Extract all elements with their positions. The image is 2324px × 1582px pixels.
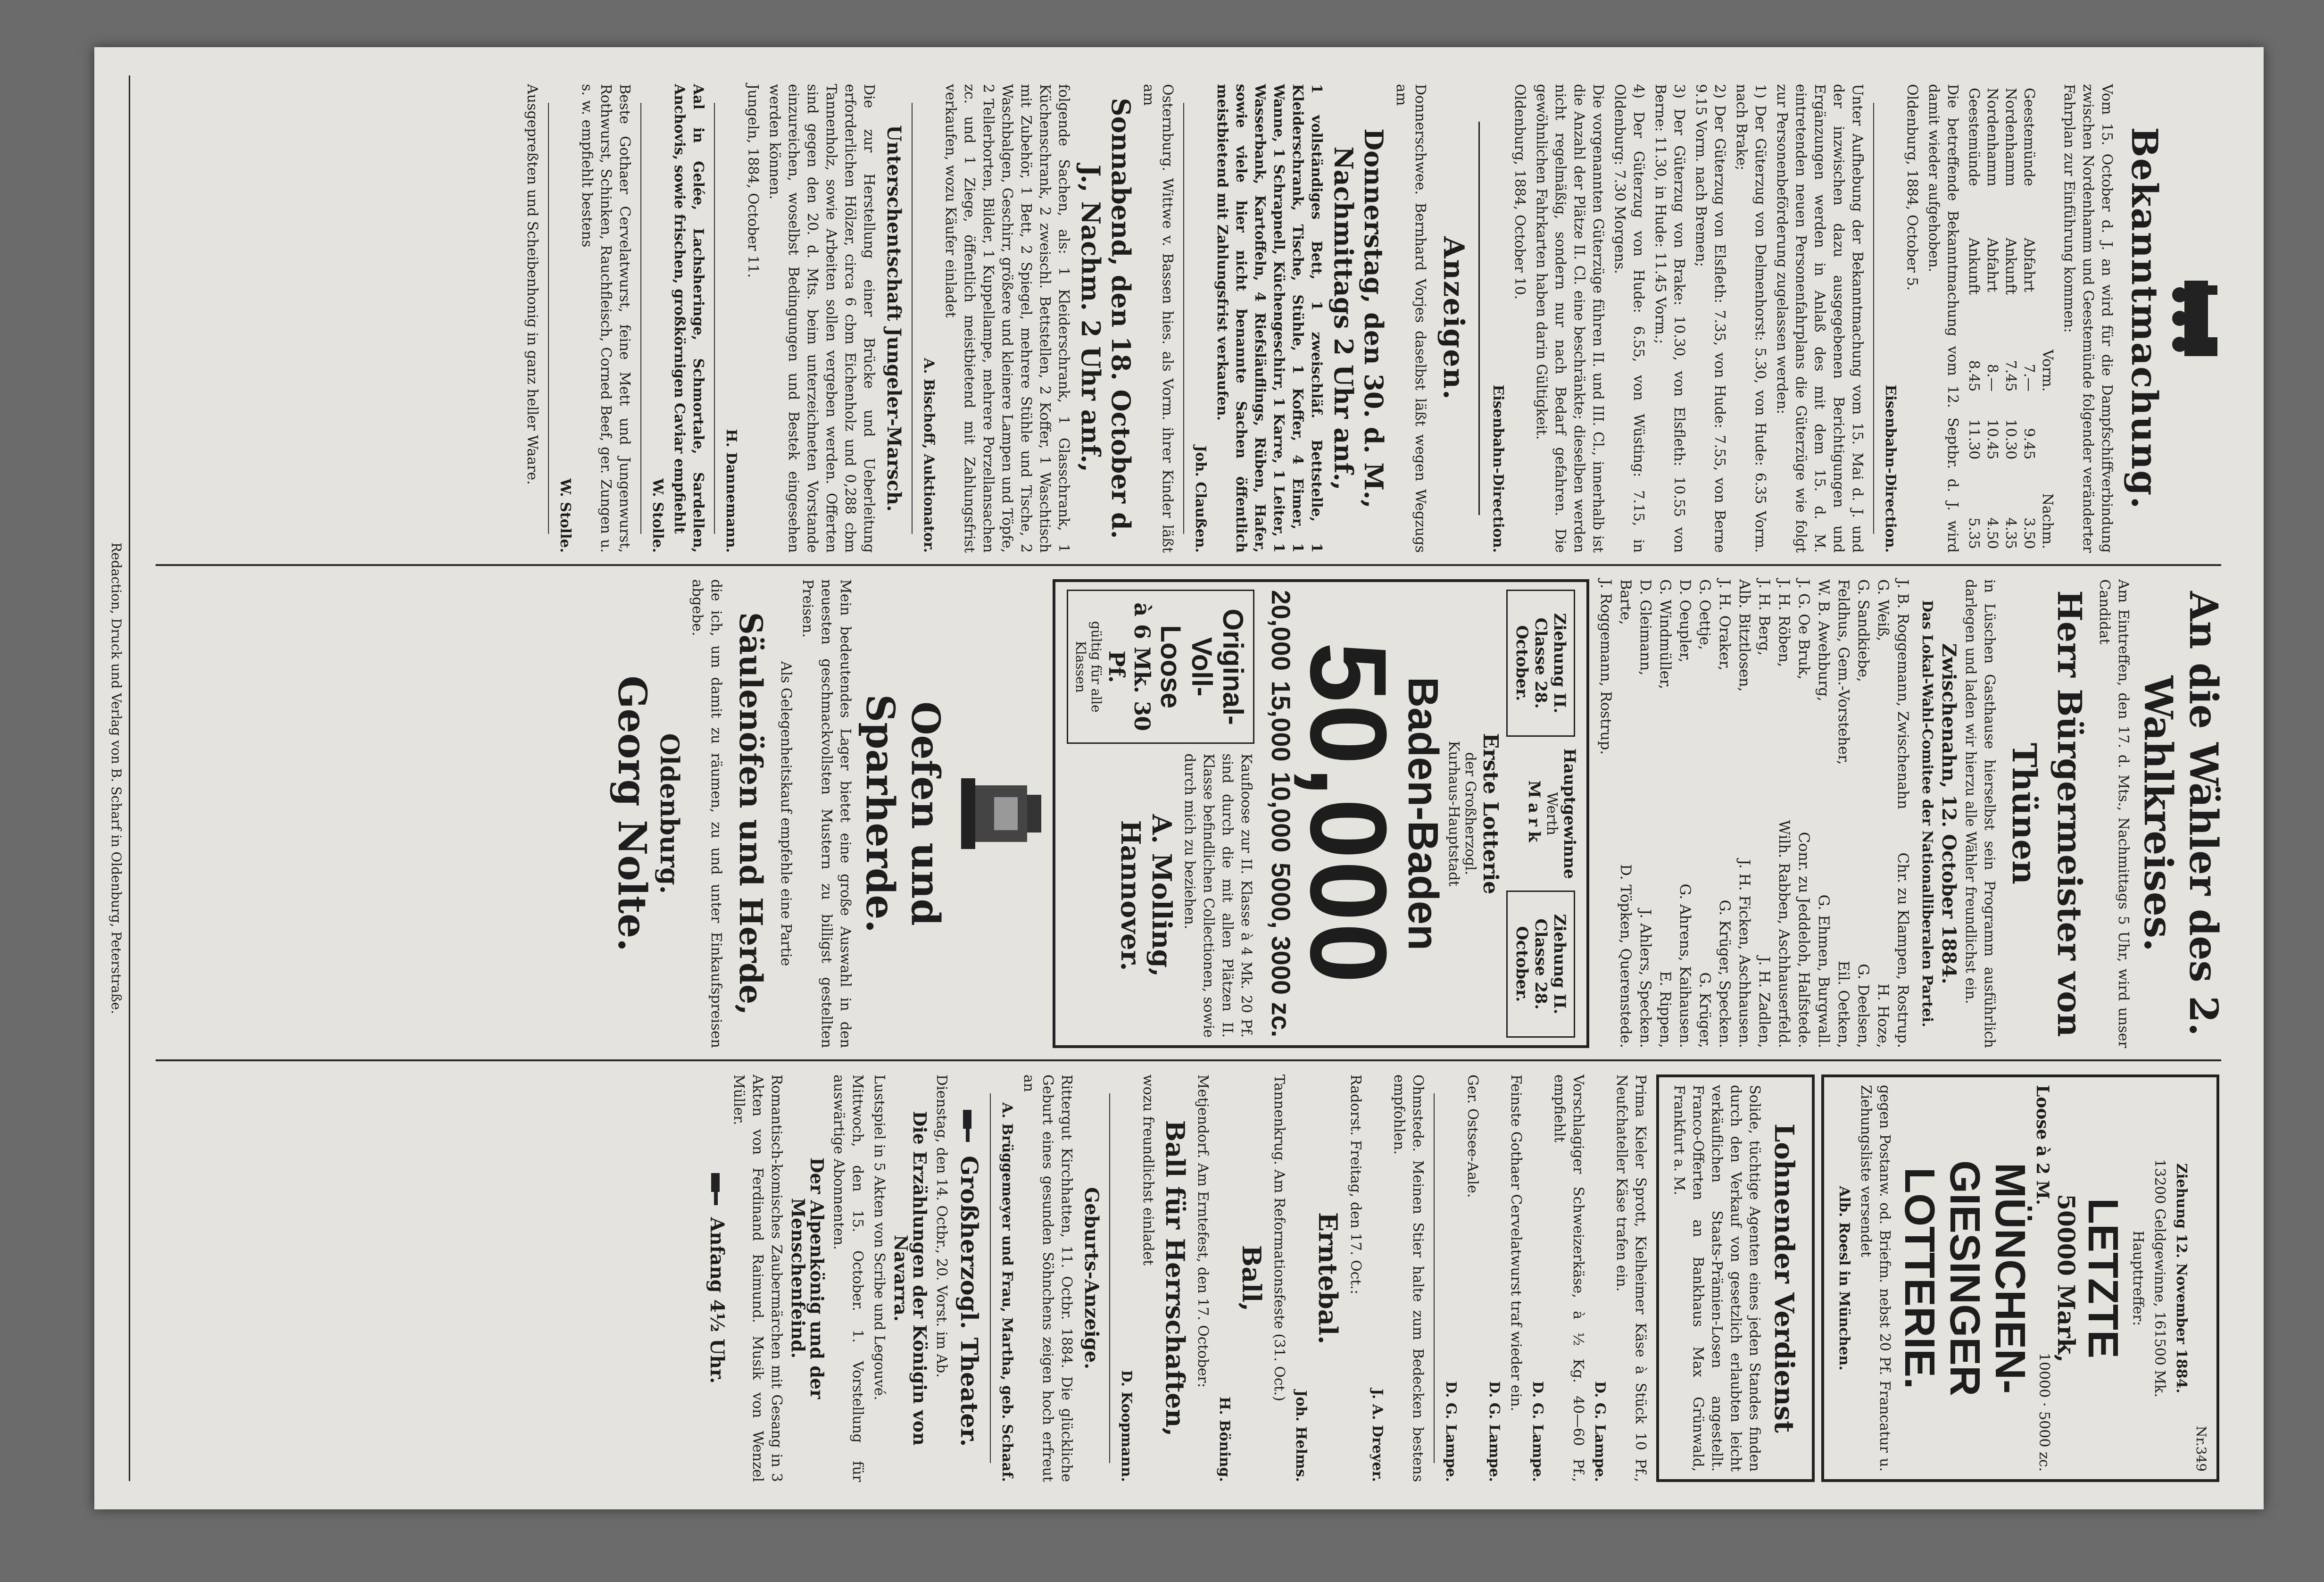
wahl-notice [1596,579,2226,1048]
committee-member: G. Oettje, [1696,579,1713,650]
kaufloose [1063,753,1258,1038]
werth-label: Werth [1544,792,1560,835]
time: 11.30 [1966,419,1982,460]
lampe-ads [1441,1074,1650,1482]
list-item [1715,579,1735,1048]
theater-date2: Mittwoch, den 15. October. 1. Vorstellung für auswärtige Abonnenten. [830,1074,866,1482]
train-icon [2170,266,2222,370]
ohmstede-body: Ohmstede. Meinen Stier halte zum Bedecken bestens empfohlen. [1391,1074,1426,1482]
time: 7.45 [2002,360,2019,392]
list-item [1853,579,1873,1048]
rail-notice-intro: Vom 15. October d. J. an wird für die Dampfschiffverbindung zwischen Nordenhamm und Geestemünde folgender veränderter Fahrplan zur Einführung kommen: [2061,84,2115,553]
rail-notice-title: Bekanntmachung. [2124,127,2166,510]
lottery-other-amounts [1266,590,1296,1038]
time: 4.50 [1984,517,2000,549]
committee-member: Eil. Oetken, [1835,960,1852,1048]
divider [1109,1093,1110,1463]
muenchen-ziehung: Ziehung 12. November 1884. [2173,1163,2190,1393]
original-loose-note: gültig für alle Klassen [1073,621,1104,713]
wahl-dated: Zwischenahn, 12. October 1884. [1938,643,1960,984]
time: 8.45 [1966,360,1982,392]
timetable-head: Vorm. [2039,350,2056,392]
wahl-body: Am Eintreffen, den 17. d. Mts., Nachmittags 5 Uhr, wird unser Candidat [2096,579,2132,1048]
divider [640,103,641,534]
rail-notice2-dated: Oldenburg, 1884, October 10. [1511,84,1528,300]
metjendorf-body: Metjendorf. Am Erntefest, den 17. October: [1195,1074,1211,1388]
geburt-title: Geburts-Anzeige. [1080,1187,1103,1370]
mark-label: Mark [1525,780,1544,847]
rail-notice2-tail: Die vorgenannten Güterzüge führen II. und III. Cl., innerhalb ist die Anzahl der Plätze II. Cl. eine beschränkte; dieselben werden nicht regelmäßig, sondern nur nach Bedarf gefahren. Die gewöhnlichen Fahrkarten haben darin Gültigkeit. [1533,84,1606,553]
theater-title-text: Großherzogl. Theater. [955,1156,983,1447]
osternburg-lead: Osternburg. Wittwe v. Bassen hies. als Vorm. ihrer Kinder läßt am [1140,84,1176,553]
stove-illustration [952,752,1046,875]
list-item [1873,579,1893,1048]
lottery-main-amount: 50,000 [1288,642,1409,985]
list-item [1635,579,1655,1048]
time: 10.30 [2002,419,2019,460]
pointing-hand-icon [959,1110,975,1143]
station: Nordenhamm [2002,88,2019,187]
committee-member: G. Windmüller, [1657,579,1674,690]
auction-date: Donnerstag, den 30. d. M., Nachmittags 2 Uhr anf., [1328,128,1389,508]
pointing-hand-icon [707,1173,723,1206]
column-left [146,75,2226,561]
kaese-sign: D. G. Lampe. [1443,1381,1459,1482]
time: 9.45 [2021,428,2037,460]
kaese-sign: D. G. Lampe. [1486,1381,1502,1482]
rail-notice2-sign: Eisenbahn-Direction. [1490,384,1506,553]
committee-member: Conr. zu Jeddeloh, Halfstede. [1795,832,1812,1048]
muenchen-name1: MÜNCHEN- [1986,1163,2034,1394]
theater-play: Die Erzählungen der Königin von Navarra. [890,1111,930,1446]
muenchen-agent: Alb. Roesl in München. [1836,1186,1852,1371]
ziehung-label: Ziehung II. Classe 28. October. [1512,613,1569,714]
committee-member: J. H. Röben, [1776,579,1793,667]
station: Geestemünde [1966,88,1982,186]
ferry-timetable [1965,84,2057,553]
list-item [1794,579,1814,1048]
kaese-body4: Ger. Ostsee-Aale. [1464,1074,1481,1198]
divider [1434,1093,1435,1463]
ofen-title: Oefen und Sparherde. [857,694,948,933]
kaese-body: Prima Kieler Sprott, Kielheimer Käse à Stück 10 Pf., Neufchateller Käse trafen ein. [1613,1074,1649,1482]
radorst-sign: Joh. Helms. [1293,1390,1309,1482]
committee-member: Chr. zu Klampen, Rostrup. [1894,852,1911,1048]
kaese-sign: D. G. Lampe. [1529,1381,1546,1482]
geburt-sign: A. Brüggemeyer und Frau, Martha, geb. Schaaf. [999,1102,1015,1482]
amount: 20,000 [1266,590,1296,671]
imprint: Redaction, Druck und Verlag von B. Scharf in Oldenburg, Peterstraße. [108,75,130,1481]
divider [912,103,913,534]
divider [714,103,715,534]
theater-play2: Der Alpenkönig und der Menschenfeind. [788,1157,828,1399]
committee-member: G. Ehmen, Burgwall. [1815,894,1832,1048]
anzeigen-title: Anzeigen. [1437,236,1470,400]
divider [990,1093,991,1463]
muenchen-price: Loose à 2 M. [2033,1085,2052,1205]
ofen-ad [609,579,1046,1048]
wahl-body2: in Lüschen Gasthause hierselbst sein Programm ausführlich darlegen und laden wir hierzu alle Wähler freundlichst ein. [1962,579,1998,1048]
committee-member: E. Rippen, [1657,971,1674,1048]
direction: Abfahrt [2021,237,2037,292]
forst-sign: H. Dannemann. [723,429,739,553]
rail-notice2-item: 2) Der Güterzug von Elsfleth: 7.35, von Hude: 7.55, von Berne 9.15 Vorm. nach Bremen; [1693,84,1728,553]
wahl-committee: Das Lokal-Wahl-Comitee der Nationalliberalen Partei. [1919,600,1935,1027]
committee-member: J. H. Zadlen, [1756,956,1773,1048]
rail-notice2-item: 4) Der Güterzug von Hude: 6.55, von Wüsting: 7.15, in Oldenburg: 7.30 Morgens. [1611,84,1647,553]
theater-time [707,1074,726,1482]
molling-firm: A. Molling, Hannover. [1115,814,1177,977]
list-item [1814,579,1834,1048]
rail-notice-2 [1488,84,1867,553]
radorst-body: Radorst. Freitag, den 17. Oct.: [1347,1074,1364,1295]
rail-notice-note: Die betreffende Bekanntmachung vom 12. Septbr. d. J. wird damit wieder aufgehoben. [1926,84,1961,553]
committee-member: D. Gleimann, [1637,579,1654,676]
column-rule [156,1059,2221,1061]
muenchen-amount: 50000 Mark, [2052,1194,2080,1363]
lottery-price-row [1063,590,1258,1038]
ziehung-label: Ziehung II. Classe 28. October. [1512,914,1569,1015]
osternburg-body: folgende Sachen, als: 1 Kleiderschrank, 1 Glasschrank, 1 Küchenschrank, 2 zweischl. Bettstellen, 2 Koffer, 1 Waschtisch mit Zubehör, 1 Bett, 2 Spiegel, mehrere Stühle und Tische, 2 Waschbalgen, Geschirr, größere und kleinere Lampen und Töpfe, 2 Tellerborten, Bilder, 1 Kuppellampe, mehrere Porzellansachen zc. und 1 Ziege, öffentlich meistbietend mit Zahlungsfrist verkaufen, wozu Käufer einladet [942,84,1072,553]
direction: Ankunft [2002,237,2019,295]
table-row [1983,84,2001,553]
muenchen-name2: GIESINGER [1941,1160,1988,1397]
forst-dated: Jungeln, 1884, October 11. [745,84,761,278]
wurst-sign: W. Stolle. [557,478,573,553]
metjendorf-ball: Ball für Herrschaften, [1160,1120,1190,1437]
time: 5.35 [1966,517,1982,549]
committee-member: Wilh. Rabben, Aschhauserfeld. [1776,820,1793,1048]
muenchen-mid [2033,1085,2052,1472]
list-item [1754,579,1774,1048]
committee-member: J. Roggemann, Rostrup. [1597,579,1614,755]
forst-body: Die zur Herstellung einer Brücke und Ueberleitung erforderlichen Hölzer, circa 6 cbm Eichenholz und 0,288 cbm Tannenholz, sowie Arbeiten sollen vergeben werden. Offerten sind gegen den 20. d. Mts. beim unterzeichneten Vorstande einzureichen, woselbst Bedingungen und Bestek eingesehen werden können. [766,84,877,553]
rail-notice2-item: 3) Der Güterzug von Brake: 10.30, von Elsfleth: 10.55 von Berne: 11.30, in Hude: 11.45 Vorm.; [1652,84,1687,553]
kaese-body3: Feinste Gothaer Cervelatwurst traf wieder ein. [1508,1074,1524,1412]
time: 8.— [1984,364,2000,392]
muenchen-name3: LOTTERIE. [1896,1167,1943,1389]
verdienst-ad [1656,1074,1815,1482]
list-item [1616,579,1635,1048]
theater-note: Lustspiel in 5 Akten von Scribe und Legouvé. [871,1074,888,1400]
ofen-city: Oldenburg. [655,733,685,894]
rail-notice [1881,84,2222,553]
newspaper-page [94,47,2264,1509]
committee-member: G. Krüger, [1696,972,1713,1048]
table-row [2001,84,2020,553]
theater-note2: Romantisch-komisches Zaubermärchen mit Gesang in 3 Akten von Ferdinand Raimund. Musik von Wenzel Müller. [730,1074,785,1482]
lottery-name: Erste Lotterie [1478,733,1502,894]
ofen-title2: Säulenöfen und Herde, [732,612,769,1016]
table-row [2020,84,2038,553]
osternburg-sign: A. Bischoff, Auktionator. [921,358,937,553]
amount: 10000 [2036,1352,2052,1398]
committee-member: G. Deelsen, [1855,964,1872,1048]
divider [1478,122,1480,515]
committee-names [1596,579,1913,1048]
divider [1873,103,1874,534]
muenchen-gewinne: 13200 Geldgewinne, 161500 Mk. [2151,1159,2168,1398]
verdienst-body: Solide, tüchtige Agenten eines jeden Standes finden durch den Verkauf von gesetzlich erlaubten leicht verkäuflichen Staats-Prämien-Losen angestellt. Franco-Offerten an Bankhaus Max Grünwald, Frankfurt a. M. [1671,1085,1763,1472]
committee-member: G. Krüger, Specken. [1716,899,1733,1048]
original-loose-box [1067,590,1254,744]
ohmstede-sign: J. A. Dreyer. [1369,1389,1386,1482]
ad-number: Nr.349 [2193,1425,2209,1472]
theater-ad [707,1074,983,1482]
forst-title: Unterschentschaft Jungeler-Marsch. [883,125,905,512]
verdienst-title: Lohnender Verdienst [1768,1124,1800,1433]
ofen-firm: Georg Nolte. [609,675,655,952]
lottery-der: der Großherzogl. [1462,752,1478,875]
committee-member: J. H. Oraker, [1716,579,1733,671]
list-item [1735,579,1754,1048]
committee-member: Barte, [1617,579,1634,625]
ziehung-box [1506,590,1575,737]
event-ads [1117,1074,1427,1482]
rail-notice-dated: Oldenburg, 1884, October 5. [1904,84,1920,291]
muenchen-delivery: gegen Postanw. od. Briefm. nebst 20 Pf. Francatur u. Ziehungsliste versendet [1858,1085,1893,1472]
committee-member: D. Töpken, Querenstede. [1617,864,1634,1048]
original-loose-title: Original-Voll-Loose [1155,608,1249,725]
muenchen-haupt: Haupttreffer: [2130,1230,2146,1326]
timetable-head: Nachm. [2039,493,2056,549]
time: 10.45 [1984,419,2000,460]
hauptgewinne [1502,746,1579,881]
divider [548,103,549,534]
kaese-body2: Vorschlagiger Schweizerkäse, à ½ Kg. 40—60 Pf., empfiehlt [1551,1074,1586,1482]
column-middle [146,571,2226,1057]
muenchen-list: 10000 · 5000 zc. [2036,1352,2052,1472]
list-item [1774,579,1794,1048]
station: Nordenhamm [1984,88,2000,187]
direction: Ankunft [1966,237,1982,295]
table-row [1965,84,1983,553]
lottery-ziehung-row [1502,590,1579,1038]
committee-member: J. Ahlers, Specken. [1637,909,1654,1048]
amount: 15,000 [1266,681,1296,762]
list-item [1596,579,1616,1048]
ziehung-box [1506,891,1575,1038]
tannenkrug-body: Tannenkrug. Am Reformationsfeste (31. Oct.) [1271,1074,1287,1401]
wahl-title: An die Wähler des 2. Wahlkreises. [2135,591,2226,1036]
hauptgewinne-label: Hauptgewinne [1560,748,1579,879]
kaese-sign: D. G. Lampe. [1592,1381,1608,1482]
time: 4.35 [2002,517,2019,549]
muenchen-lottery-ad [1821,1074,2219,1482]
metjendorf-note: wozu freundlichst einladet [1140,1074,1156,1266]
direction: Abfahrt [1984,237,2000,292]
list-item [1893,579,1913,1048]
divider [1183,103,1184,534]
committee-member: J. G. Oe Bruk, [1795,579,1812,680]
amount: zc. [2036,1451,2052,1472]
committee-member: J. B. Roggemann, Zwischenahn [1894,579,1911,809]
geburt-body: Rittergut Kirchhatten, 11. Octbr. 1884. Die glückliche Geburt eines gesunden Söhnchens zeigen hoch erfreut an [1021,1074,1075,1482]
lottery-place: Baden-Baden [1399,676,1446,951]
geburt-ad [997,1074,1103,1482]
ofen-body3: die ich, um damit zu räumen, zu und unter Einkaufspreisen abgebe. [689,579,724,1048]
committee-member: W. B. Awehburg, [1815,579,1832,701]
committee-member: D. Oeupler, [1677,579,1693,663]
fish-ad: Aal in Gelée, Lachsheringe, Schmortale, Sardellen, Anchovis, sowie frischen, großkörnigen Caviar empfiehlt [671,84,706,553]
committee-member: H. Hoze, [1875,983,1892,1048]
rail-notice-sign: Eisenbahn-Direction. [1882,384,1899,553]
muenchen-letzte: LETZTE [2079,1198,2126,1358]
auction-body: 1 vollständiges Bett, 1 zweischläf. Bettstelle, 1 Kleiderschrank, Tische, Stühle, 1 Koffer, 4 Eimer, 1 Wanne, 1 Schrapnell, Küchengeschirr, 1 Karre, 1 Leiter, 1 Wasserbank, Kartoffeln, 4 Riefsläuflings, Rüben, Hafer, sowie viele hier nicht benannte Sachen öffentlich meistbietend mit Zahlungsfrist verkaufen. [1214,84,1325,553]
wurst-ad: Beste Gothaer Cervelatwurst, feine Mett und Jungenwurst, Rothwurst, Schinken, Rauchfleisch, Corned Beef, ger. Zungen u. s. w. empfiehlt bestens [579,84,633,553]
station: Geestemünde [2021,88,2037,186]
column-rule [156,564,2221,566]
tannenkrug-sign: H. Böning. [1216,1396,1233,1482]
molling-lottery-ad [1053,579,1589,1048]
osternburg-date: Sonnabend, den 18. October d. J., Nachm. 2 Uhr anf., [1076,98,1136,539]
theater-title [955,1074,983,1482]
tannenkrug-ball: Ball, [1237,1245,1267,1312]
rail-notice2-item: 1) Der Güterzug von Delmenhorst: 5.30, von Hude: 6.35 Vorm. nach Brake; [1733,84,1768,553]
lottery-kurhaus: Kurhaus-Hauptstadt [1445,741,1462,887]
amount: 10,000 [1266,772,1296,853]
honig-ad: Ausgepreßten und Scheibenhonig in ganz heller Waare. [524,84,540,485]
column-right [146,1066,2226,1490]
metjendorf-sign: D. Koopmann. [1118,1370,1135,1482]
fish-sign: W. Stolle. [649,478,666,553]
committee-member: J. H. Ficken, Aschhausen. [1736,859,1753,1048]
list-item [1675,579,1695,1048]
amount: 5000 [2036,1411,2052,1448]
ofen-body2: Als Gelegenheitskauf empfehle eine Partie [778,661,794,966]
original-loose-price: à 6 Mk. 30 Pf. [1104,602,1155,731]
committee-member: Alb. Bitztlosen, [1736,579,1753,692]
time: 3.50 [2021,517,2037,549]
anzeigen-section [523,84,1470,553]
wahl-candidate: Herr Bürgermeister von Thünen [2005,590,2089,1037]
theater-time-text: Anfang 4½ Uhr. [706,1217,728,1384]
committee-member: G. Weiß, [1875,579,1892,641]
committee-member: Feldhus, Gem.-Vorsteher, [1835,579,1852,765]
auction-lead: Donnerschwee. Bernhard Vorjes daselbst läßt wegen Wegzugs am [1393,84,1428,553]
list-item [1655,579,1675,1048]
auction-sign: Joh. Claußen. [1192,445,1209,553]
committee-member: G. Sandkiebe, [1855,579,1872,682]
amount: 5000, 3000 zc. [1266,862,1296,1038]
list-item [1834,579,1853,1048]
rail-notice2-body: Unter Aufhebung der Bekanntmachung vom 15. Mai d. J. und der inzwischen dazu ausgegebenen Berichtigungen und Ergänzungen werden in Anlaß des mit dem 15. d. M. eintretenden neuen Personenfahrplans die Güterzüge wie folgt zur Personenbeförderung zugelassen werden: [1774,84,1866,553]
time: 7.— [2021,364,2037,392]
theater-date: Dienstag, den 14. Octbr., 20. Vorst. im Ab. [933,1074,950,1378]
kaufloose-text: Kaufloose zur II. Klasse à 4 Mk. 20 Pf. sind durch die mit allen Plätzen II. Klasse befindlichen Collectionen, sowie durch mich zu beziehen. [1181,753,1254,1038]
ofen-body: Mein bedeutendes Lager bietet eine große Auswahl in den neuesten geschmackvollsten Mustern zu billigst gestellten Preisen. [799,579,854,1048]
committee-member: J. H. Berg, [1756,579,1773,656]
erntebal: Erntebal. [1313,1212,1343,1345]
list-item [1695,579,1715,1048]
committee-member: G. Ahrens, Kaihausen. [1677,883,1693,1048]
